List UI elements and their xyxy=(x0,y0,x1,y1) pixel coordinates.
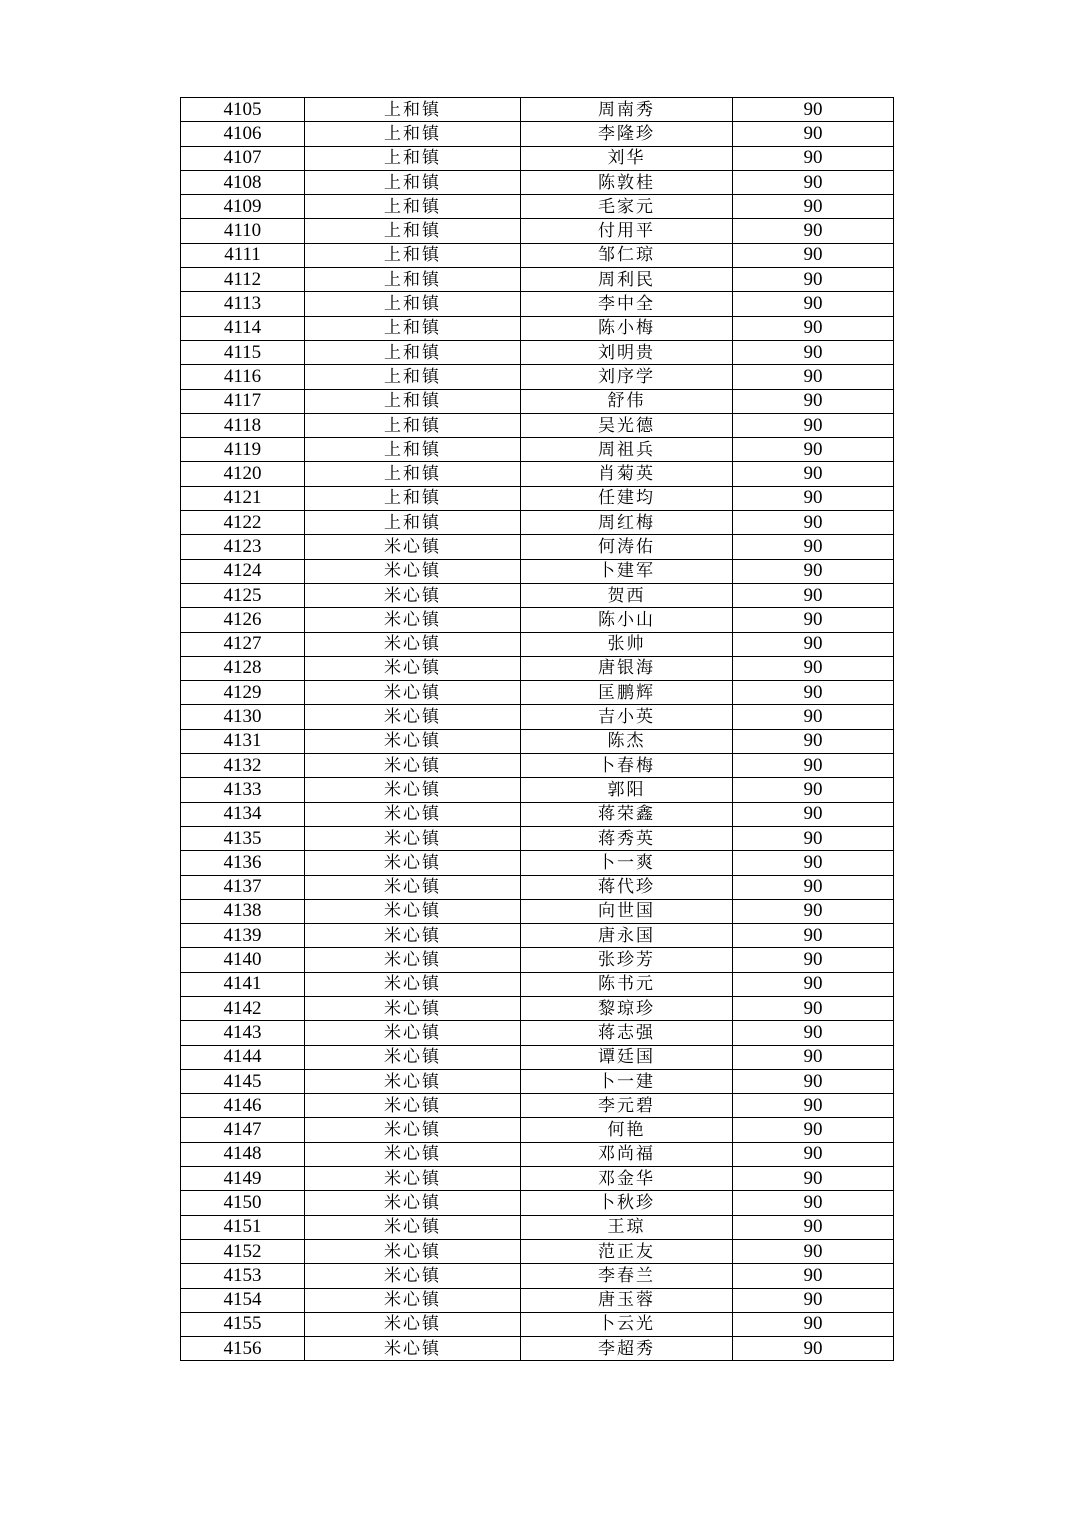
cell-score: 90 xyxy=(733,170,894,194)
cell-name: 李超秀 xyxy=(521,1337,733,1361)
cell-score: 90 xyxy=(733,1337,894,1361)
cell-index: 4153 xyxy=(181,1264,305,1288)
cell-name: 卜一爽 xyxy=(521,851,733,875)
cell-town: 米心镇 xyxy=(305,632,521,656)
cell-name: 李元碧 xyxy=(521,1094,733,1118)
table-row xyxy=(181,996,894,1020)
table-row xyxy=(181,170,894,194)
cell-town: 上和镇 xyxy=(305,438,521,462)
table-row xyxy=(181,243,894,267)
cell-name: 唐玉蓉 xyxy=(521,1288,733,1312)
data-table-container xyxy=(180,97,894,1361)
cell-name: 蒋代珍 xyxy=(521,875,733,899)
cell-town: 上和镇 xyxy=(305,219,521,243)
table-row xyxy=(181,656,894,680)
cell-index: 4122 xyxy=(181,511,305,535)
cell-town: 米心镇 xyxy=(305,1191,521,1215)
cell-index: 4120 xyxy=(181,462,305,486)
cell-name: 匡鹏辉 xyxy=(521,681,733,705)
cell-score: 90 xyxy=(733,924,894,948)
cell-score: 90 xyxy=(733,1118,894,1142)
cell-score: 90 xyxy=(733,1069,894,1093)
cell-index: 4140 xyxy=(181,948,305,972)
table-row xyxy=(181,535,894,559)
cell-town: 上和镇 xyxy=(305,389,521,413)
table-row xyxy=(181,413,894,437)
cell-name: 何艳 xyxy=(521,1118,733,1142)
cell-score: 90 xyxy=(733,1288,894,1312)
cell-town: 米心镇 xyxy=(305,559,521,583)
table-row xyxy=(181,1264,894,1288)
cell-town: 米心镇 xyxy=(305,1239,521,1263)
cell-town: 米心镇 xyxy=(305,1094,521,1118)
table-row xyxy=(181,1288,894,1312)
cell-index: 4117 xyxy=(181,389,305,413)
table-row xyxy=(181,583,894,607)
table-row xyxy=(181,146,894,170)
cell-town: 米心镇 xyxy=(305,754,521,778)
cell-score: 90 xyxy=(733,195,894,219)
cell-town: 上和镇 xyxy=(305,462,521,486)
cell-name: 王琼 xyxy=(521,1215,733,1239)
cell-name: 郭阳 xyxy=(521,778,733,802)
table-row xyxy=(181,924,894,948)
cell-score: 90 xyxy=(733,340,894,364)
cell-name: 陈杰 xyxy=(521,729,733,753)
cell-name: 邹仁琼 xyxy=(521,243,733,267)
cell-town: 米心镇 xyxy=(305,826,521,850)
cell-name: 陈书元 xyxy=(521,972,733,996)
cell-town: 上和镇 xyxy=(305,98,521,122)
cell-index: 4129 xyxy=(181,681,305,705)
cell-name: 唐银海 xyxy=(521,656,733,680)
cell-town: 米心镇 xyxy=(305,899,521,923)
cell-town: 米心镇 xyxy=(305,583,521,607)
cell-index: 4105 xyxy=(181,98,305,122)
cell-town: 米心镇 xyxy=(305,1021,521,1045)
cell-town: 上和镇 xyxy=(305,195,521,219)
cell-name: 李春兰 xyxy=(521,1264,733,1288)
cell-index: 4143 xyxy=(181,1021,305,1045)
cell-town: 上和镇 xyxy=(305,486,521,510)
cell-score: 90 xyxy=(733,1312,894,1336)
cell-name: 付用平 xyxy=(521,219,733,243)
table-row xyxy=(181,875,894,899)
cell-town: 上和镇 xyxy=(305,146,521,170)
table-row xyxy=(181,1239,894,1263)
cell-score: 90 xyxy=(733,413,894,437)
cell-name: 刘序学 xyxy=(521,365,733,389)
cell-index: 4146 xyxy=(181,1094,305,1118)
cell-town: 上和镇 xyxy=(305,122,521,146)
cell-name: 陈小山 xyxy=(521,608,733,632)
cell-score: 90 xyxy=(733,559,894,583)
cell-score: 90 xyxy=(733,802,894,826)
cell-index: 4114 xyxy=(181,316,305,340)
cell-name: 张帅 xyxy=(521,632,733,656)
cell-score: 90 xyxy=(733,219,894,243)
cell-index: 4155 xyxy=(181,1312,305,1336)
cell-town: 上和镇 xyxy=(305,268,521,292)
cell-name: 卜云光 xyxy=(521,1312,733,1336)
cell-name: 吴光德 xyxy=(521,413,733,437)
cell-index: 4118 xyxy=(181,413,305,437)
cell-score: 90 xyxy=(733,1021,894,1045)
cell-town: 米心镇 xyxy=(305,972,521,996)
cell-town: 米心镇 xyxy=(305,924,521,948)
table-row xyxy=(181,948,894,972)
cell-score: 90 xyxy=(733,438,894,462)
cell-town: 米心镇 xyxy=(305,1045,521,1069)
cell-town: 米心镇 xyxy=(305,729,521,753)
table-row xyxy=(181,98,894,122)
cell-index: 4109 xyxy=(181,195,305,219)
cell-score: 90 xyxy=(733,754,894,778)
cell-index: 4131 xyxy=(181,729,305,753)
cell-score: 90 xyxy=(733,292,894,316)
cell-index: 4126 xyxy=(181,608,305,632)
cell-score: 90 xyxy=(733,632,894,656)
cell-index: 4154 xyxy=(181,1288,305,1312)
cell-name: 舒伟 xyxy=(521,389,733,413)
table-row xyxy=(181,705,894,729)
cell-name: 卜春梅 xyxy=(521,754,733,778)
table-row xyxy=(181,1215,894,1239)
cell-score: 90 xyxy=(733,1239,894,1263)
cell-score: 90 xyxy=(733,243,894,267)
table-row xyxy=(181,681,894,705)
cell-town: 上和镇 xyxy=(305,292,521,316)
cell-score: 90 xyxy=(733,778,894,802)
cell-index: 4152 xyxy=(181,1239,305,1263)
cell-score: 90 xyxy=(733,389,894,413)
cell-town: 米心镇 xyxy=(305,608,521,632)
table-row xyxy=(181,972,894,996)
cell-index: 4115 xyxy=(181,340,305,364)
table-row xyxy=(181,340,894,364)
cell-index: 4108 xyxy=(181,170,305,194)
cell-town: 米心镇 xyxy=(305,875,521,899)
cell-name: 李隆珍 xyxy=(521,122,733,146)
cell-index: 4113 xyxy=(181,292,305,316)
cell-name: 卜一建 xyxy=(521,1069,733,1093)
cell-town: 米心镇 xyxy=(305,1167,521,1191)
cell-index: 4137 xyxy=(181,875,305,899)
cell-index: 4112 xyxy=(181,268,305,292)
cell-name: 范正友 xyxy=(521,1239,733,1263)
cell-score: 90 xyxy=(733,316,894,340)
cell-index: 4107 xyxy=(181,146,305,170)
cell-index: 4145 xyxy=(181,1069,305,1093)
cell-town: 米心镇 xyxy=(305,681,521,705)
table-row xyxy=(181,559,894,583)
cell-index: 4106 xyxy=(181,122,305,146)
cell-name: 肖菊英 xyxy=(521,462,733,486)
cell-score: 90 xyxy=(733,268,894,292)
cell-score: 90 xyxy=(733,1264,894,1288)
cell-score: 90 xyxy=(733,972,894,996)
table-row xyxy=(181,1337,894,1361)
cell-name: 贺西 xyxy=(521,583,733,607)
cell-score: 90 xyxy=(733,851,894,875)
cell-score: 90 xyxy=(733,1167,894,1191)
cell-score: 90 xyxy=(733,1094,894,1118)
table-row xyxy=(181,511,894,535)
cell-town: 米心镇 xyxy=(305,656,521,680)
table-row xyxy=(181,1094,894,1118)
table-row xyxy=(181,778,894,802)
cell-index: 4138 xyxy=(181,899,305,923)
cell-name: 向世国 xyxy=(521,899,733,923)
cell-name: 蒋秀英 xyxy=(521,826,733,850)
cell-name: 刘华 xyxy=(521,146,733,170)
cell-index: 4119 xyxy=(181,438,305,462)
cell-index: 4142 xyxy=(181,996,305,1020)
table-row xyxy=(181,195,894,219)
table-row xyxy=(181,632,894,656)
cell-town: 米心镇 xyxy=(305,535,521,559)
table-row xyxy=(181,754,894,778)
cell-index: 4151 xyxy=(181,1215,305,1239)
table-row xyxy=(181,1045,894,1069)
cell-name: 吉小英 xyxy=(521,705,733,729)
cell-index: 4132 xyxy=(181,754,305,778)
cell-index: 4135 xyxy=(181,826,305,850)
cell-score: 90 xyxy=(733,98,894,122)
cell-town: 米心镇 xyxy=(305,778,521,802)
cell-index: 4139 xyxy=(181,924,305,948)
cell-index: 4121 xyxy=(181,486,305,510)
cell-name: 邓尚福 xyxy=(521,1142,733,1166)
cell-score: 90 xyxy=(733,729,894,753)
cell-score: 90 xyxy=(733,1191,894,1215)
cell-index: 4141 xyxy=(181,972,305,996)
table-row xyxy=(181,292,894,316)
cell-town: 米心镇 xyxy=(305,1337,521,1361)
cell-score: 90 xyxy=(733,146,894,170)
cell-index: 4149 xyxy=(181,1167,305,1191)
cell-score: 90 xyxy=(733,826,894,850)
cell-name: 何涛佑 xyxy=(521,535,733,559)
cell-town: 米心镇 xyxy=(305,1118,521,1142)
table-row xyxy=(181,851,894,875)
cell-score: 90 xyxy=(733,899,894,923)
table-row xyxy=(181,389,894,413)
table-body xyxy=(181,98,894,1361)
cell-index: 4147 xyxy=(181,1118,305,1142)
cell-name: 蒋荣鑫 xyxy=(521,802,733,826)
cell-town: 米心镇 xyxy=(305,1142,521,1166)
cell-name: 卜秋珍 xyxy=(521,1191,733,1215)
cell-index: 4134 xyxy=(181,802,305,826)
table-row xyxy=(181,608,894,632)
cell-name: 张珍芳 xyxy=(521,948,733,972)
cell-name: 陈敦桂 xyxy=(521,170,733,194)
cell-index: 4144 xyxy=(181,1045,305,1069)
cell-town: 上和镇 xyxy=(305,511,521,535)
table-row xyxy=(181,365,894,389)
table-row xyxy=(181,1191,894,1215)
cell-town: 米心镇 xyxy=(305,1215,521,1239)
cell-score: 90 xyxy=(733,486,894,510)
cell-name: 李中全 xyxy=(521,292,733,316)
cell-score: 90 xyxy=(733,365,894,389)
cell-town: 上和镇 xyxy=(305,170,521,194)
cell-name: 周利民 xyxy=(521,268,733,292)
cell-name: 黎琼珍 xyxy=(521,996,733,1020)
cell-score: 90 xyxy=(733,948,894,972)
cell-index: 4110 xyxy=(181,219,305,243)
cell-index: 4123 xyxy=(181,535,305,559)
cell-name: 唐永国 xyxy=(521,924,733,948)
table-row xyxy=(181,316,894,340)
table-row xyxy=(181,729,894,753)
table-row xyxy=(181,802,894,826)
cell-index: 4148 xyxy=(181,1142,305,1166)
table-row xyxy=(181,462,894,486)
cell-town: 上和镇 xyxy=(305,365,521,389)
cell-town: 上和镇 xyxy=(305,413,521,437)
table-row xyxy=(181,899,894,923)
cell-town: 米心镇 xyxy=(305,1288,521,1312)
table-row xyxy=(181,438,894,462)
cell-index: 4136 xyxy=(181,851,305,875)
cell-index: 4156 xyxy=(181,1337,305,1361)
table-row xyxy=(181,1167,894,1191)
cell-name: 刘明贵 xyxy=(521,340,733,364)
cell-name: 周红梅 xyxy=(521,511,733,535)
cell-index: 4130 xyxy=(181,705,305,729)
cell-town: 米心镇 xyxy=(305,802,521,826)
cell-name: 邓金华 xyxy=(521,1167,733,1191)
cell-score: 90 xyxy=(733,122,894,146)
cell-score: 90 xyxy=(733,1045,894,1069)
table-row xyxy=(181,486,894,510)
cell-score: 90 xyxy=(733,996,894,1020)
cell-index: 4150 xyxy=(181,1191,305,1215)
table-row xyxy=(181,1021,894,1045)
cell-score: 90 xyxy=(733,583,894,607)
cell-name: 任建均 xyxy=(521,486,733,510)
cell-index: 4125 xyxy=(181,583,305,607)
cell-town: 米心镇 xyxy=(305,1069,521,1093)
cell-score: 90 xyxy=(733,656,894,680)
cell-score: 90 xyxy=(733,511,894,535)
cell-name: 陈小梅 xyxy=(521,316,733,340)
table-row xyxy=(181,122,894,146)
cell-town: 米心镇 xyxy=(305,705,521,729)
cell-score: 90 xyxy=(733,1215,894,1239)
table-row xyxy=(181,1118,894,1142)
cell-name: 谭廷国 xyxy=(521,1045,733,1069)
cell-town: 米心镇 xyxy=(305,1264,521,1288)
cell-score: 90 xyxy=(733,875,894,899)
cell-index: 4124 xyxy=(181,559,305,583)
cell-name: 蒋志强 xyxy=(521,1021,733,1045)
cell-score: 90 xyxy=(733,705,894,729)
cell-score: 90 xyxy=(733,462,894,486)
cell-town: 米心镇 xyxy=(305,1312,521,1336)
cell-name: 卜建军 xyxy=(521,559,733,583)
table-row xyxy=(181,1069,894,1093)
cell-name: 毛家元 xyxy=(521,195,733,219)
cell-index: 4128 xyxy=(181,656,305,680)
cell-score: 90 xyxy=(733,535,894,559)
data-table xyxy=(180,97,894,1361)
table-row xyxy=(181,268,894,292)
cell-town: 米心镇 xyxy=(305,948,521,972)
table-row xyxy=(181,826,894,850)
cell-index: 4116 xyxy=(181,365,305,389)
cell-town: 米心镇 xyxy=(305,996,521,1020)
table-row xyxy=(181,219,894,243)
cell-town: 上和镇 xyxy=(305,340,521,364)
cell-index: 4133 xyxy=(181,778,305,802)
cell-score: 90 xyxy=(733,1142,894,1166)
cell-town: 上和镇 xyxy=(305,316,521,340)
cell-town: 上和镇 xyxy=(305,243,521,267)
cell-town: 米心镇 xyxy=(305,851,521,875)
cell-index: 4127 xyxy=(181,632,305,656)
cell-name: 周南秀 xyxy=(521,98,733,122)
cell-index: 4111 xyxy=(181,243,305,267)
cell-score: 90 xyxy=(733,681,894,705)
table-row xyxy=(181,1142,894,1166)
cell-score: 90 xyxy=(733,608,894,632)
table-row xyxy=(181,1312,894,1336)
cell-name: 周祖兵 xyxy=(521,438,733,462)
